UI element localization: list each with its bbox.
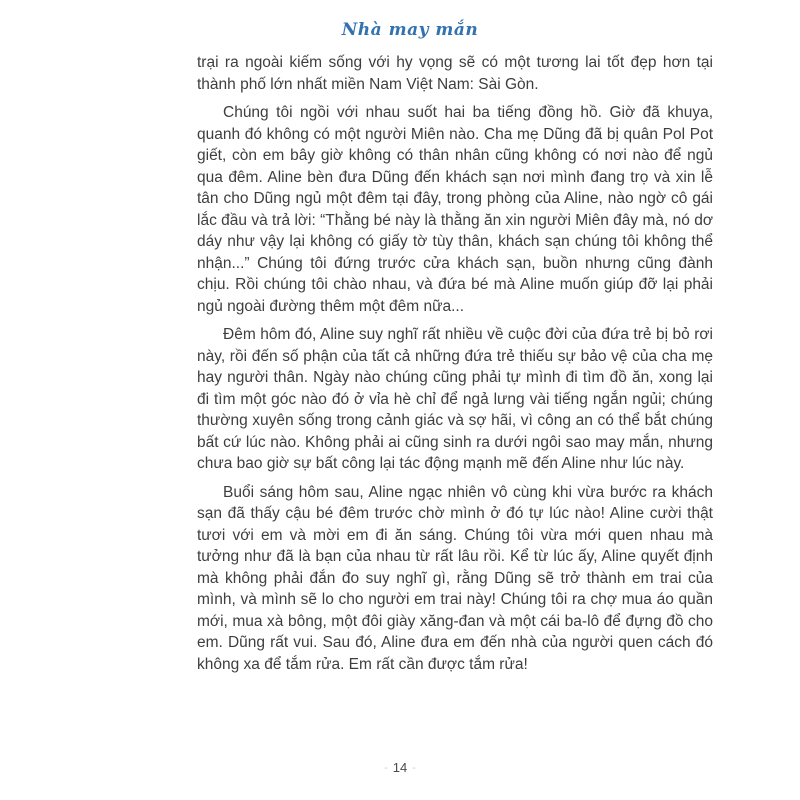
footer-dash-right: - <box>412 762 416 774</box>
body-text <box>197 52 713 675</box>
paragraph: trại ra ngoài kiếm sống với hy vọng sẽ có một tương lai tốt đẹp hơn tại thành phố lớn nhất miền Nam Việt Nam: Sài Gòn. <box>197 54 713 93</box>
paragraph: Chúng tôi ngồi với nhau suốt hai ba tiếng đồng hồ. Giờ đã khuya, quanh đó không có một người Miên nào. Cha mẹ Dũng đã bị quân Pol Pot giết, còn em bây giờ không có thân nhân cũng không có nơi nào để ngủ qua đêm. Aline bèn đưa Dũng đến khách sạn nơi mình đang trọ và xin lễ tân cho Dũng ngủ một đêm tại đây, trong phòng của Aline, nào ngờ cô gái lắc đầu và trả lời: “Thằng bé này là thằng ăn xin người Miên đây mà, nó dơ dáy như vậy lại không có giấy tờ tùy thân, khách sạn chúng tôi không thể nhận...” Chúng tôi đứng trước cửa khách sạn, buồn nhưng cũng đành chịu. Rồi chúng tôi chào nhau, và đứa bé mà Aline muốn giúp đỡ lại phải ngủ ngoài đường thêm một đêm nữa... <box>197 104 713 315</box>
page-footer <box>0 760 800 775</box>
paragraph: Buổi sáng hôm sau, Aline ngạc nhiên vô cùng khi vừa bước ra khách sạn đã thấy cậu bé đêm trước chờ mình ở đó tự lúc nào! Aline cười thật tươi với em và mời em đi ăn sáng. Chúng tôi vừa mới quen nhau mà tưởng như đã là bạn của nhau từ rất lâu rồi. Kể từ lúc ấy, Aline quyết định mà không phải đắn đo suy nghĩ gì, rằng Dũng sẽ trở thành em trai của mình, và mình sẽ lo cho người em trai này! Chúng tôi ra chợ mua áo quần mới, mua xà bông, một đôi giày xăng-đan và một cái ba-lô để đựng đồ cho em. Dũng rất vui. Sau đó, Aline đưa em đến nhà của người quen cách đó không xa để tắm rửa. Em rất cần được tắm rửa! <box>197 483 713 673</box>
footer-dash-left: - <box>384 762 388 774</box>
running-header: Nhà may mắn <box>341 20 479 40</box>
paragraph: Đêm hôm đó, Aline suy nghĩ rất nhiều về cuộc đời của đứa trẻ bị bỏ rơi này, rồi đến số phận của tất cả những đứa trẻ thiếu sự bảo vệ của cha mẹ hay người thân. Ngày nào chúng cũng phải tự mình đi tìm đồ ăn, xong lại đi tìm một góc nào đó ở vỉa hè chỉ để ngả lưng vài tiếng ngắn ngủi; chúng thường xuyên sống trong cảnh giác và sợ hãi, vì công an có thể bắt chúng bất cứ lúc nào. Không phải ai cũng sinh ra dưới ngôi sao may mắn, nhưng chưa bao giờ sự bất công lại tác động mạnh mẽ đến Aline như lúc này. <box>197 326 713 472</box>
page-number: 14 <box>392 760 408 775</box>
